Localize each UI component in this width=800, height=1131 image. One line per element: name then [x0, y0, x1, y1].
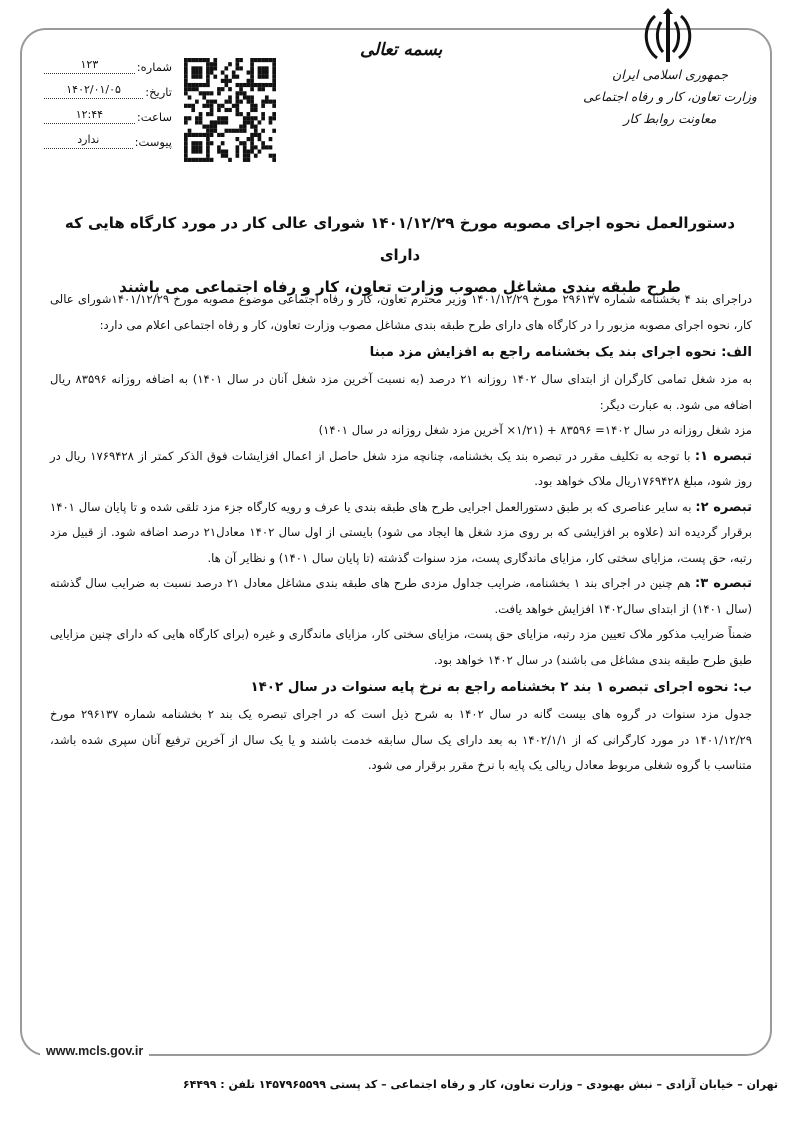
note-3: [50, 571, 752, 622]
meta-number: [44, 52, 172, 74]
meta-attachment: [44, 127, 172, 149]
ministry-line-country: جمهوری اسلامی ایران: [612, 67, 728, 82]
qr-code: [184, 58, 276, 162]
meta-attachment-label: پیوست:: [134, 135, 172, 149]
note-1-text: با توجه به تکلیف مقرر در تبصره بند یک بخشنامه، چنانچه مزد شغل حاصل از اعمال افزایشات فوق الذکر کمتر از ۱۷۶۹۴۲۸ ریال در روز شود، مبلغ ۱۷۶۹۴۲۸ریال ملاک خواهد بود.: [50, 448, 752, 488]
section-b-heading: ب: نحوه اجرای تبصره ۱ بند ۲ بخشنامه راجع به نرخ پایه سنوات در سال ۱۴۰۲: [250, 680, 752, 695]
document-body: [50, 287, 752, 779]
meta-time-value: ۱۲:۴۴: [44, 107, 135, 124]
letter-meta: [44, 52, 172, 152]
title-line-1: دستورالعمل نحوه اجرای مصوبه مورخ ۱۴۰۱/۱۲/۲۹ شورای عالی کار در مورد کارگاه هایی که دارای: [64, 214, 736, 264]
website-url: www.mcls.gov.ir: [40, 1044, 149, 1058]
meta-date: [44, 77, 172, 99]
note-2-label: تبصره ۲:: [695, 499, 752, 515]
note-1-label: تبصره ۱:: [694, 448, 752, 464]
note-2: [50, 495, 752, 572]
section-a-paragraph: به مزد شغل تمامی کارگران از ابتدای سال ۱۴۰۲ روزانه ۲۱ درصد (به نسبت آخرین مزد شغل آنان در سال ۱۴۰۱) به اضافه روزانه ۸۳۵۹۶ ریال اضافه می شود. به عبارت دیگر:: [50, 372, 752, 412]
note-3-extra: ضمناً ضرایب مذکور ملاک تعیین مزد رتبه، مزایای حق پست، مزایای سختی کار، مزایای ماندگاری و غیره (برای کارگاه هایی که دارای چنین مزایایی طبق طرح طبقه بندی مشاغل می باشند) در سال ۱۴۰۲ خواهد بود.: [50, 627, 752, 667]
meta-attachment-value: ندارد: [44, 132, 133, 149]
meta-number-label: شماره:: [136, 60, 172, 74]
section-b-paragraph: جدول مزد سنوات در گروه های بیست گانه در سال ۱۴۰۲ به شرح ذیل است که در اجرای تبصره یک بند ۲ بخشنامه شماره ۲۹۶۱۳۷ مورخ ۱۴۰۱/۱۲/۲۹ در مورد کارگرانی که از ۱۴۰۲/۱/۱ به بعد دارای یک سال سابقه خدمت باشند و یا یک سال از آخرین ترفیع آنان سپری شده باشد، متناسب با گروه شغلی مربوط معادل ریالی یک پایه با نرخ مقرر برقرار می شود.: [50, 707, 753, 772]
note-3-text: هم چنین در اجرای بند ۱ بخشنامه، ضرایب جداول مزدی طرح های طبقه بندی مشاغل معادل ۲۱ درصد نسبت به ضرایب سال گذشته (سال ۱۴۰۱) از ابتدای سال۱۴۰۲ افزایش خواهد یافت.: [50, 576, 752, 616]
ministry-line-deputy: معاونت روابط کار: [623, 111, 717, 126]
emblem-icon: [633, 8, 703, 68]
meta-date-value: ۱۴۰۲/۰۱/۰۵: [44, 82, 143, 99]
meta-time: [44, 102, 172, 124]
formula-line: مزد شغل روزانه در سال ۱۴۰۲= ۸۳۵۹۶ + (۱/۲۱× آخرین مزد شغل روزانه در سال ۱۴۰۱): [318, 423, 752, 437]
meta-number-value: ۱۲۳: [44, 57, 135, 74]
note-1: [50, 444, 752, 495]
note-2-text: به سایر عناصری که بر طبق دستورالعمل اجرایی طرح های طبقه بندی یا عرف و رویه کارگاه جزء مزد تلقی شده و تا پایان سال ۱۴۰۱ برقرار گردیده اند (علاوه بر افزایشی که بر روی مزد شغل ها ایجاد می شود) بایستی از اول سال ۱۴۰۲ معادل۲۱ درصد اضافه شود. از قبیل مزد رتبه، حق پست، مزایای سختی کار، مزایای ماندگاری پست، مزد سنوات گذشته (تا پایان سال ۱۴۰۱) و نظایر آن ها.: [50, 499, 753, 565]
note-3-label: تبصره ۳:: [695, 576, 752, 591]
bismillah: بسمه تعالی: [360, 40, 443, 60]
meta-time-label: ساعت:: [136, 110, 172, 124]
intro-paragraph: دراجرای بند ۴ بخشنامه شماره ۲۹۶۱۳۷ مورخ ۱۴۰۱/۱۲/۲۹ وزیر محترم تعاون، کار و رفاه اجتماعی موضوع مصوبه مورخ ۱۴۰۱/۱۲/۲۹شورای عالی کار، نحوه اجرای مصوبه مزبور را در کارگاه های دارای طرح طبقه بندی مشاغل مصوب وزارت تعاون، کار و رفاه اجتماعی اعلام می دارد:: [50, 292, 752, 332]
title-line-2: طرح طبقه بندی مشاغل مصوب وزارت تعاون، کار و رفاه اجتماعی می باشند: [119, 278, 681, 296]
meta-date-label: تاریخ:: [145, 85, 172, 99]
section-a-heading: الف: نحوه اجرای بند یک بخشنامه راجع به افزایش مزد مبنا: [369, 345, 752, 360]
ministry-block: [575, 64, 765, 130]
footer-address: تهران – خیابان آزادی – نبش بهبودی – وزارت تعاون، کار و رفاه اجتماعی – کد پستی ۱۴۵۷۹۶۵۵۹۹ تلفن : ۶۴۴۹۹: [182, 1078, 778, 1091]
ministry-line-ministry: وزارت تعاون، کار و رفاه اجتماعی: [583, 89, 757, 104]
